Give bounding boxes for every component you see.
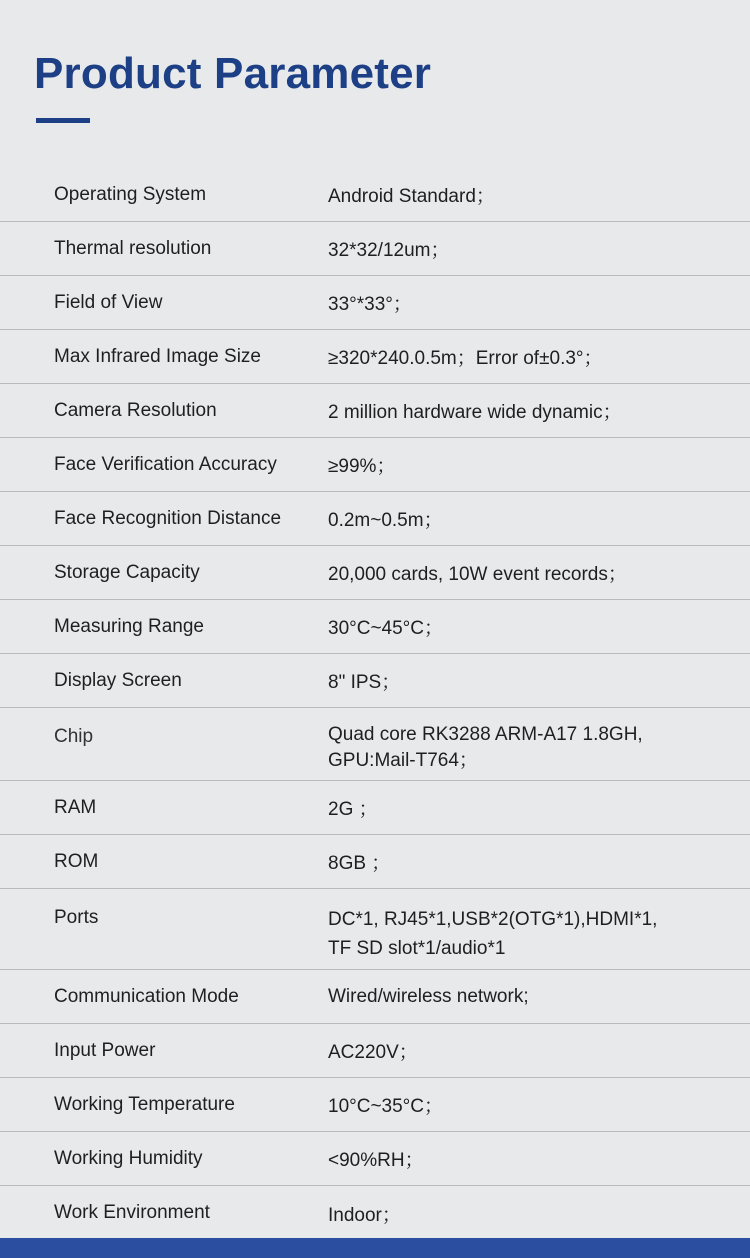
param-value: 32*32/12um； [328,240,450,261]
param-value-line: TF SD slot*1/audio*1 [328,938,506,959]
param-row-chip [0,708,750,781]
param-label: Operating System [54,183,207,205]
param-label: ROM [54,850,99,872]
param-row-display-screen [0,654,750,708]
param-value-line: DC*1, RJ45*1,USB*2(OTG*1),HDMI*1, [328,909,658,930]
param-label: Work Environment [54,1202,210,1223]
param-row-field-of-view [0,276,750,330]
param-label: Field of View [54,291,163,313]
param-label: Input Power [54,1039,156,1061]
param-value-line: GPU:Mail-T764； [328,750,478,771]
title-underline [36,118,90,123]
param-row-ports [0,889,750,970]
param-label: Thermal resolution [54,237,212,259]
param-value: 8GB ； [328,853,391,874]
param-value-line: Quad core RK3288 ARM-A17 1.8GH, [328,724,643,745]
param-value: 20,000 cards, 10W event records； [328,564,627,585]
param-label: Face Verification Accuracy [54,453,277,475]
param-value: 0.2m~0.5m； [328,510,443,531]
param-value [328,889,750,963]
param-label: Camera Resolution [54,399,217,421]
param-label: Working Humidity [54,1147,203,1169]
param-value: Android Standard； [328,186,495,207]
param-value: <90%RH； [328,1150,424,1171]
param-row-face-recognition-distance [0,492,750,546]
param-value: 30°C~45°C； [328,618,444,639]
param-value: 8" IPS； [328,672,401,693]
param-row-face-verification-accuracy [0,438,750,492]
param-value: ≥320*240.0.5m；Error of±0.3°； [328,348,603,369]
param-row-camera-resolution [0,384,750,438]
param-value: 2 million hardware wide dynamic； [328,402,622,423]
param-row-working-temperature [0,1078,750,1132]
param-value: Indoor； [328,1204,401,1226]
param-label: Ports [54,907,99,928]
param-row-storage-capacity [0,546,750,600]
param-label: Communication Mode [54,985,239,1007]
param-label: Max Infrared Image Size [54,345,261,367]
param-label: Face Recognition Distance [54,507,282,529]
param-label: Measuring Range [54,615,204,637]
param-value [328,708,750,774]
param-label: Working Temperature [54,1093,235,1115]
param-row-working-humidity [0,1132,750,1186]
param-row-thermal-resolution [0,222,750,276]
param-row-communication-mode [0,970,750,1024]
param-label: RAM [54,796,97,818]
parameter-table [0,168,750,1240]
param-value: 10°C~35°C； [328,1096,444,1117]
bottom-accent-bar [0,1238,750,1258]
param-value: AC220V； [328,1042,418,1063]
param-row-ram [0,781,750,835]
page-title: Product Parameter [34,49,432,98]
param-value: 33°*33°； [328,294,412,315]
param-row-input-power [0,1024,750,1078]
param-row-operating-system [0,168,750,222]
param-value: ≥99%； [328,456,396,477]
param-row-measuring-range [0,600,750,654]
param-label: Display Screen [54,669,182,691]
param-label: Chip [54,726,94,747]
param-value: Wired/wireless network; [328,985,529,1007]
param-row-max-infrared-image-size [0,330,750,384]
param-label: Storage Capacity [54,561,200,583]
param-row-rom [0,835,750,889]
param-value: 2G ； [328,799,378,820]
param-row-work-environment [0,1186,750,1240]
